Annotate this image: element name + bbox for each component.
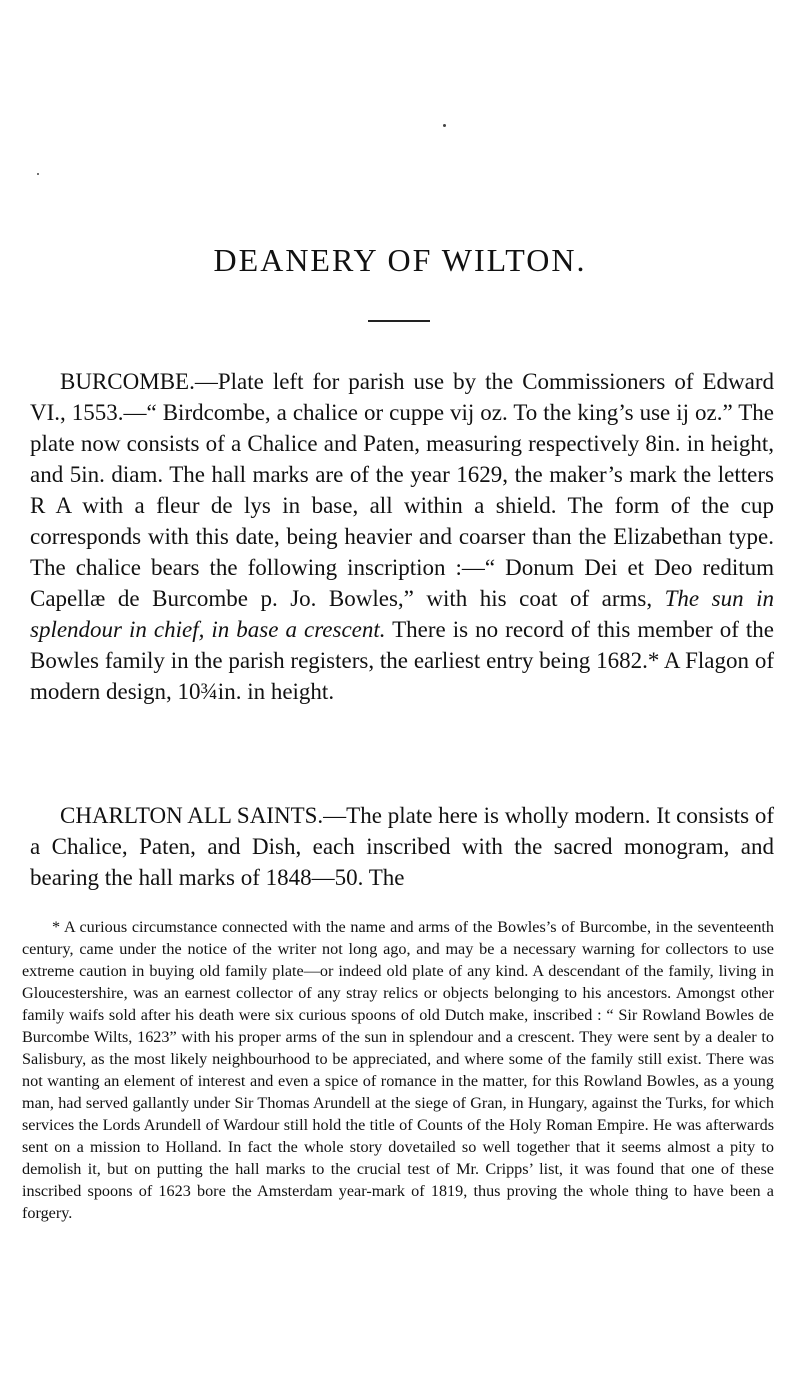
page-title: DEANERY OF WILTON. <box>213 242 587 278</box>
paragraph-burcombe <box>30 366 774 707</box>
section-name-burcombe: BURCOMBE. <box>60 369 195 394</box>
footnote: * A curious circumstance connected with the name and arms of the Bowles’s of Burcombe, in the seventeenth century, came under the notice of the writer not long ago, and may be a necessary warning for collectors to use extreme caution in buying old family plate—or indeed old plate of any kind. A descendant of the family, living in Gloucestershire, was an earnest collector of any stray relics or objects belonging to his ancestors. Amongst other family waifs sold after his death were six curious spoons of old Dutch make, inscribed : “ Sir Rowland Bowles de Burcombe Wilts, 1623” with his proper arms of the sun in splendour and a crescent. They were sent by a dealer to Salisbury, as the most likely neighbourhood to be appreciated, and where some of the family still exist. There was not wanting an element of interest and even a spice of romance in the matter, for this Rowland Bowles, as a young man, had served gallantly under Sir Thomas Arundell at the siege of Gran, in Hungary, against the Turks, for which services the Lords Arundell of Wardour still hold the title of Counts of the Holy Roman Empire. He was afterwards sent on a mission to Holland. In fact the whole story dovetailed so well together that it seems almost a pity to demolish it, but on putting the hall marks to the crucial test of Mr. Cripps’ list, it was found that one of these inscribed spoons of 1623 bore the Amsterdam year-mark of 1819, thus proving the whole thing to have been a forgery. <box>22 918 774 1222</box>
burcombe-arms-italic: The sun in splendour in chief, in base a crescent. <box>30 586 774 642</box>
print-speck <box>37 173 39 175</box>
title-divider <box>368 320 430 322</box>
section-name-charlton: CHARLTON ALL SAINTS. <box>60 803 324 828</box>
burcombe-text: —Plate left for parish use by the Commissioners of Edward VI., 1553.—“ Birdcombe, a chalice or cuppe vij oz. To the king’s use ij oz.” The plate now consists of a Chalice and Paten, measuring respectively 8in. in height, and 5in. diam. The hall marks are of the year 1629, the maker’s mark the letters R A with a fleur de lys in base, all within a shield. The form of the cup corresponds with this date, being heavier and coarser than the Elizabethan type. The chalice bears the following inscription :—“ Donum Dei et Deo reditum Capellæ de Burcombe p. Jo. Bowles,” with his coat of arms, <box>30 369 774 611</box>
paragraph-charlton <box>30 800 774 893</box>
charlton-text: —The plate here is wholly modern. It consists of a Chalice, Paten, and Dish, each inscribed with the sacred monogram, and bearing the hall marks of 1848—50. The <box>30 803 774 890</box>
burcombe-text-rest: There is no record of this member of the Bowles family in the parish registers, the earliest entry being 1682.* A Flagon of modern design, 10¾in. in height. <box>30 617 774 704</box>
print-speck <box>443 124 446 127</box>
